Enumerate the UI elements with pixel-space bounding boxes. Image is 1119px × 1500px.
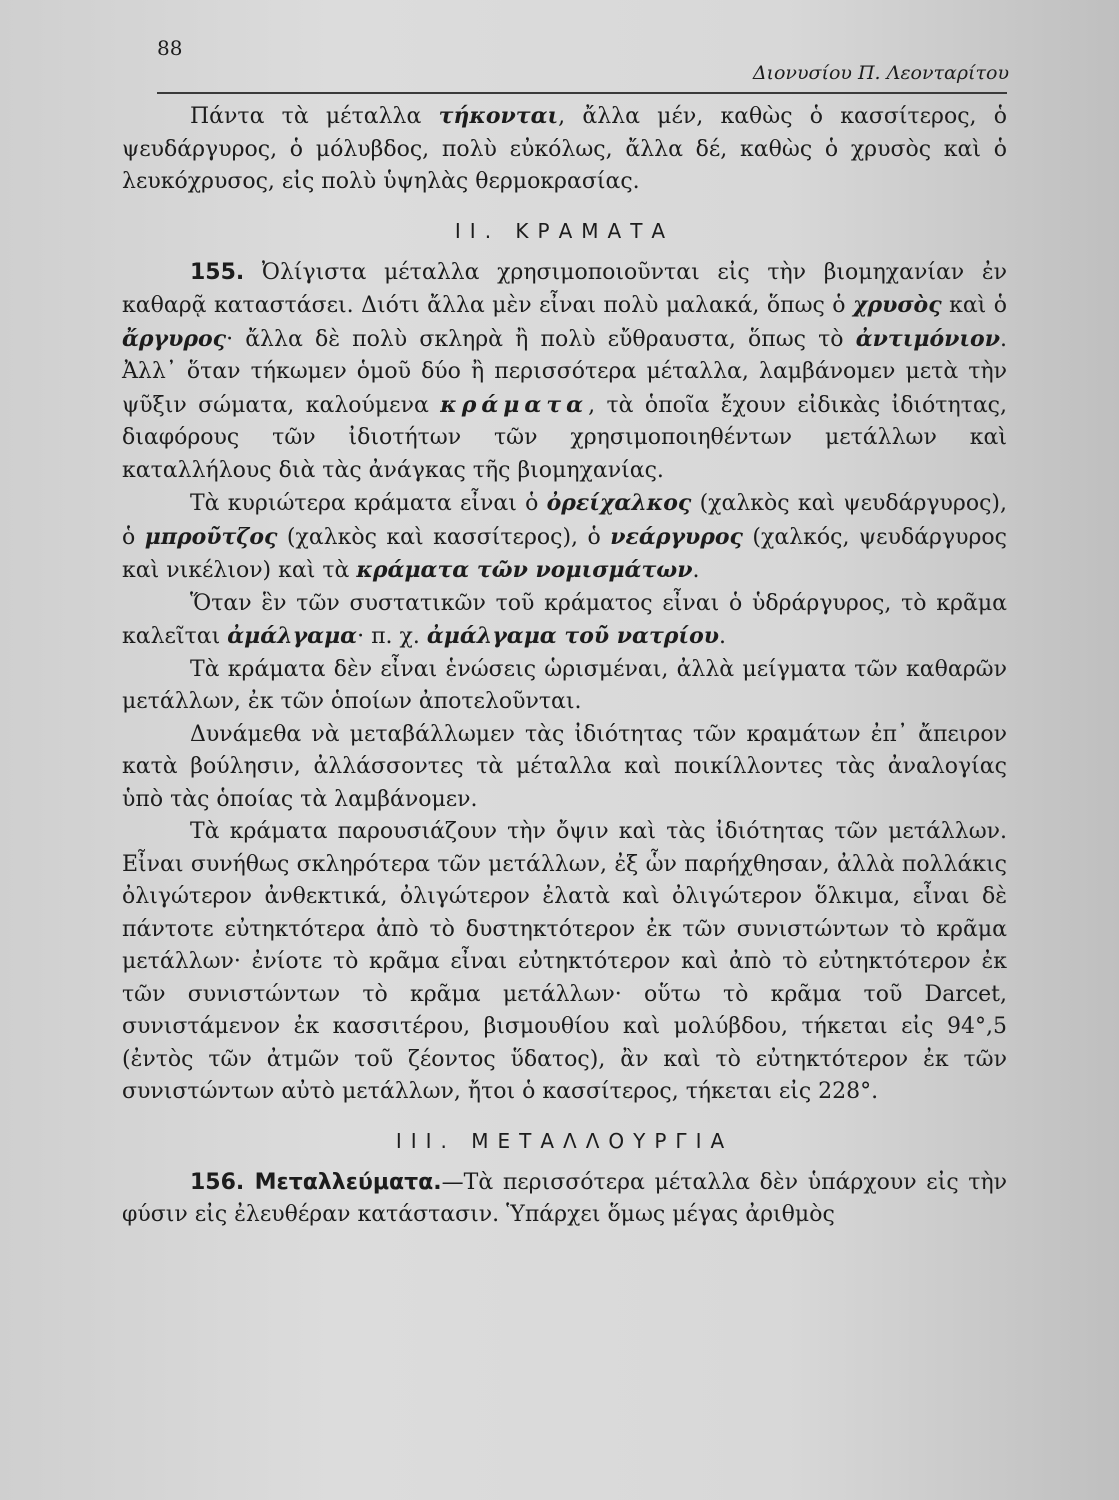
section-heading-alloys: II. ΚΡΑΜΑΤΑ [454,218,675,243]
paragraph-156 [122,1167,1007,1232]
emphasis-term: τήκονται [438,103,559,129]
paragraph-alloy-properties: Τὰ κράματα παρουσιάζουν τὴν ὄψιν καὶ τὰς ἰδιότητας τῶν μετάλλων. Εἶναι συνήθως σκληρότερα τῶν μετάλλων, ἐξ ὧν παρήχθησαν, ἀλλὰ πολλάκις ὀλιγώτερον ἀνθεκτικά, ὀλιγώτερον ἐλατὰ καὶ ὀλιγώτερον ὅλκιμα, εἶναι δὲ πάντοτε εὐτηκτότερα ἀπὸ τὸ δυστηκτότερον ἐκ τῶν συνιστώντων τὸ κρᾶμα μετάλλων· ἐνίοτε τὸ κρᾶμα εἶναι εὐτηκτότερον καὶ ἀπὸ τὸ εὐτηκτότερον ἐκ τῶν συνιστώντων τὸ κρᾶμα μετάλλων· οὕτω τὸ κρᾶμα τοῦ Darcet, συνιστάμενον ἐκ κασσιτέρου, βισμουθίου καὶ μολύβδου, τήκεται εἰς 94°,5 (ἐντὸς τῶν ἀτμῶν τοῦ ζέοντος ὕδατος), ἂν καὶ τὸ εὐτηκτότερον ἐκ τῶν συνιστώντων αὐτὸ μετάλλων, ἤτοι ὁ κασσίτερος, τήκεται εἰς 228°. [122,819,1007,1104]
emphasis-term: ἄργυρος [122,325,227,352]
intro-paragraph [122,100,1007,199]
emphasis-term: ἀμάλγαμα τοῦ νατρίου [426,623,720,649]
section-number: 155. [190,259,245,285]
text-run: . [719,624,727,649]
text-run: Τὰ κυριώτερα κράματα εἶναι ὁ [190,491,547,516]
emphasis-term: ἀντιμόνιον [855,325,1000,352]
paragraph-main-alloys [122,487,1007,588]
emphasis-term: νεάργυρος [610,523,743,550]
text-run: —Τὰ περισσότερα μέταλλα δὲν ὑπάρχουν εἰς τὴν φύσιν εἰς ἐλευθέραν κατάστασιν. Ὑπάρχει ὅμως μέγας ἀριθμὸς [122,1169,1008,1227]
emphasis-term: μπροῦτζος [144,523,278,550]
text-run: · ἄλλα δὲ πολὺ σκληρὰ ἢ πολὺ εὔθραυστα, ὅπως τὸ [226,326,856,352]
text-run: · π. χ. [357,624,427,649]
page-body [122,100,1007,1232]
section-title: Μεταλλεύματα. [244,1169,442,1195]
paragraph-mixtures: Τὰ κράματα δὲν εἶναι ἑνώσεις ὡρισμέναι, ἀλλὰ μείγματα τῶν καθαρῶν μετάλλων, ἐκ τῶν ὁποίων ἀποτελοῦνται. [122,656,1007,714]
paragraph-155 [122,257,1007,488]
emphasis-term: ὀρείχαλκος [546,490,692,516]
running-title: Διονυσίου Π. Λεονταρίτου [752,62,1009,84]
paragraph-amalgam [122,588,1007,654]
text-run: Ὀλίγιστα μέταλλα χρησιμοποιοῦνται εἰς τὴν βιομηχανίαν ἐν καθαρᾷ καταστάσει. Διότι ἄλλα μὲν εἶναι πολὺ μαλακά, ὅπως ὁ [122,259,1007,318]
text-run: Ὅταν ἓν τῶν συστατικῶν τοῦ κράματος εἶναι ὁ ὑδράργυρος, τὸ κρᾶμα καλεῖται [122,590,1007,649]
text-run: , τὰ ὁποῖα ἔχουν εἰδικὰς ἰδιότητας, διαφόρους τῶν ἰδιοτήτων τῶν χρησιμοποιηθέντων μετάλλων καὶ καταλλήλους διὰ τὰς ἀνάγκας τῆς βιομηχανίας. [122,392,1007,483]
page-number: 88 [157,36,183,60]
text-run: Πάντα τὰ μέταλλα [190,104,439,129]
text-run: (χαλκός, ψευδάργυρος καὶ νικέλιον) καὶ τὰ [122,524,1008,583]
emphasis-term: χρυσὸς [852,292,942,318]
section-heading-metallurgy: III. ΜΕΤΑΛΛΟΥΡΓΙΑ [395,1128,734,1153]
text-run: . Ἀλλ᾽ ὅταν τήκωμεν ὁμοῦ δύο ἢ περισσότερα μέταλλα, λαμβάνομεν μετὰ τὴν ψῦξιν σώματα, καλούμενα [122,326,1007,418]
paragraph-properties-change: Δυνάμεθα νὰ μεταβάλλωμεν τὰς ἰδιότητας τῶν κραμάτων ἐπ᾽ ἄπειρον κατὰ βούλησιν, ἀλλάσσοντες τὰ μέταλλα καὶ ποικίλλοντες τὰς ἀναλογίας ὑπὸ τὰς ὁποίας τὰ λαμβάνομεν. [122,721,1007,812]
text-run: , ἄλλα μέν, καθὼς ὁ κασσίτερος, ὁ ψευδάργυρος, ὁ μόλυβδος, πολὺ εὐκόλως, ἄλλα δέ, καθὼς ὁ χρυσὸς καὶ ὁ λευκόχρυσος, εἰς πολὺ ὑψηλὰς θερμοκρασίας. [122,104,1007,194]
section-number: 156. [190,1169,245,1195]
emphasis-term: ἀμάλγαμα [227,623,358,649]
emphasis-term-spaced: κράματα [440,391,589,418]
emphasis-term: κράματα τῶν νομισμάτων [356,557,693,583]
text-run: . [692,558,700,583]
text-run: καὶ ὁ [941,293,1007,318]
text-run: (χαλκὸς καὶ ψευδάργυρος), ὁ [122,491,1007,550]
text-run: (χαλκὸς καὶ κασσίτερος), ὁ [277,524,611,550]
header-rule [157,92,1007,94]
